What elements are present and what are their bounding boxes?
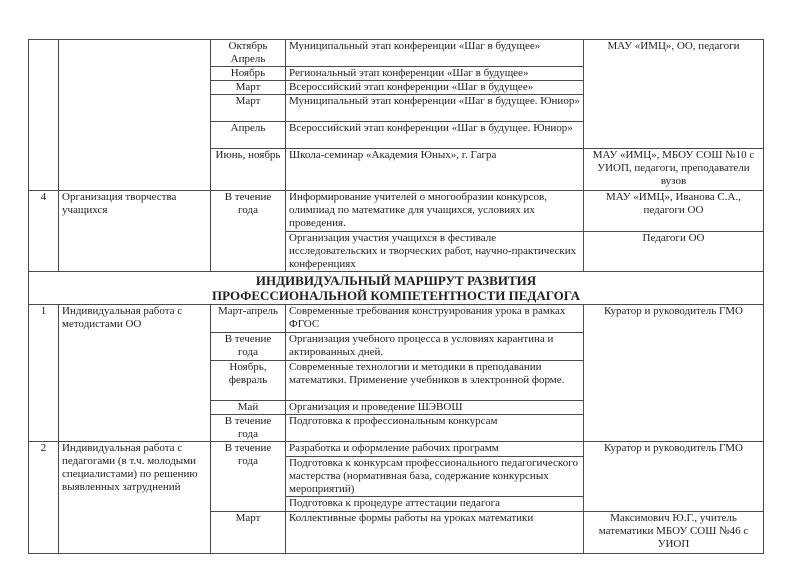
activity-name-cell: Индивидуальная работа с методистами ОО [59, 305, 211, 442]
timing-cell: В течение года [211, 415, 286, 442]
responsible-cell: МАУ «ИМЦ», МБОУ СОШ №10 с УИОП, педагоги, преподаватели вузов [584, 149, 764, 191]
content-cell: Современные требования конструирования урока в рамках ФГОС [286, 305, 584, 333]
responsible-cell: Педагоги ОО [584, 232, 764, 272]
responsible-cell: Куратор и руководитель ГМО [584, 305, 764, 442]
timing-cell: В течение года [211, 191, 286, 272]
timing-cell: Март [211, 81, 286, 95]
timing-cell: Апрель [211, 122, 286, 149]
content-cell: Подготовка к процедуре аттестации педагога [286, 497, 584, 512]
section-title [29, 272, 764, 305]
content-cell: Организация участия учащихся в фестивале исследовательских и творческих работ, научно-практических конференциях [286, 232, 584, 272]
row-number-cell: 4 [29, 191, 59, 272]
timing-cell: Октябрь Апрель [211, 40, 286, 67]
timing-cell: Ноябрь, февраль [211, 361, 286, 401]
row-number-cell-empty [29, 40, 59, 191]
row-number-cell: 1 [29, 305, 59, 442]
section-title-line1: ИНДИВИДУАЛЬНЫЙ МАРШРУТ РАЗВИТИЯ [255, 273, 537, 288]
content-cell: Муниципальный этап конференции «Шаг в будущее. Юниор» [286, 95, 584, 122]
responsible-cell: МАУ «ИМЦ», ОО, педагоги [584, 40, 764, 149]
content-cell: Организация учебного процесса в условиях карантина и актированных дней. [286, 333, 584, 361]
row-number-cell: 2 [29, 442, 59, 554]
content-cell: Региональный этап конференции «Шаг в будущее» [286, 67, 584, 81]
content-cell: Коллективные формы работы на уроках математики [286, 512, 584, 554]
activity-name-cell: Индивидуальная работа с педагогами (в т.ч. молодыми специалистами) по решению выявленных затруднений [59, 442, 211, 554]
activity-name-cell: Организация творчества учащихся [59, 191, 211, 272]
content-cell: Всероссийский этап конференции «Шаг в будущее. Юниор» [286, 122, 584, 149]
timing-cell: В течение года [211, 442, 286, 512]
content-cell: Организация и проведение ШЭВОШ [286, 401, 584, 415]
content-cell: Подготовка к конкурсам профессионального педагогического мастерства (нормативная база, содержание конкурсных мероприятий) [286, 457, 584, 497]
timing-cell: Март [211, 95, 286, 122]
content-cell: Разработка и оформление рабочих программ [286, 442, 584, 457]
content-cell: Подготовка к профессиональным конкурсам [286, 415, 584, 442]
responsible-cell: Максимович Ю.Г., учитель математики МБОУ СОШ №46 с УИОП [584, 512, 764, 554]
content-cell: Всероссийский этап конференции «Шаг в будущее» [286, 81, 584, 95]
timing-cell: Май [211, 401, 286, 415]
timing-cell: Март-апрель [211, 305, 286, 333]
activity-name-cell-empty [59, 40, 211, 191]
timing-cell: Июнь, ноябрь [211, 149, 286, 191]
content-cell: Современные технологии и методики в преподавании математики. Применение учебников в электронной форме. [286, 361, 584, 401]
section-title-line2: ПРОФЕССИОНАЛЬНОЙ КОМПЕТЕНТНОСТИ ПЕДАГОГА [211, 288, 581, 303]
content-cell: Школа-семинар «Академия Юных», г. Гагра [286, 149, 584, 191]
responsible-cell: Куратор и руководитель ГМО [584, 442, 764, 512]
content-cell: Информирование учителей о многообразии конкурсов, олимпиад по математике для учащихся, условиях их проведения. [286, 191, 584, 232]
timing-cell: Ноябрь [211, 67, 286, 81]
work-plan-table [28, 39, 764, 554]
timing-cell: Март [211, 512, 286, 554]
content-cell: Муниципальный этап конференции «Шаг в будущее» [286, 40, 584, 67]
responsible-cell: МАУ «ИМЦ», Иванова С.А., педагоги ОО [584, 191, 764, 232]
timing-cell: В течение года [211, 333, 286, 361]
